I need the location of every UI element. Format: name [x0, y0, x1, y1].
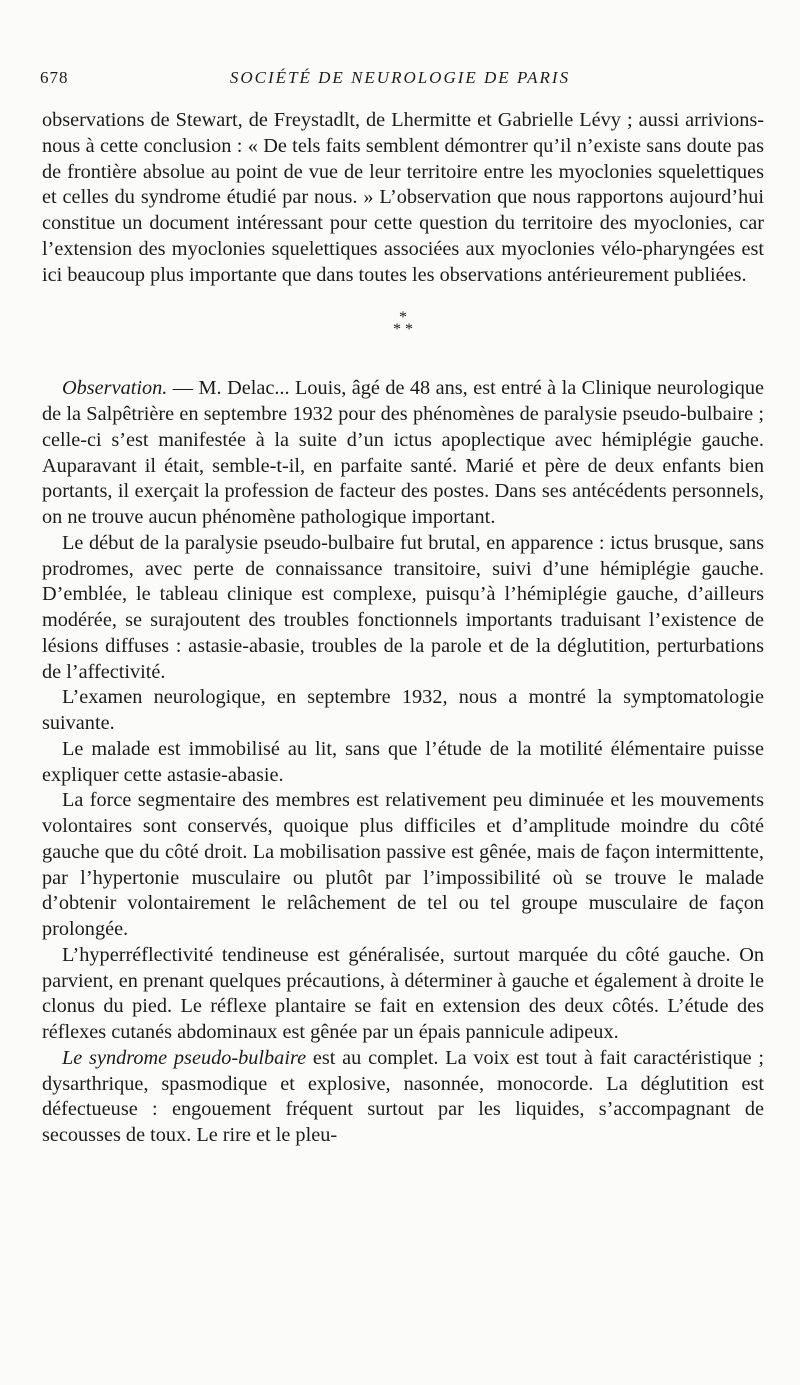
observation-text: — M. Delac... Louis, âgé de 48 ans, est entré à la Clinique neurologique de la Salpêtrière en septembre 1932 pour des phénomènes de paralysie pseudo-bulbaire ; celle-ci s’est manifestée à la suite d’un ictus apoplectique avec hémiplégie gauche. Auparavant il était, semble-t-il, en parfaite santé. Marié et père de deux enfants bien portants, il exerçait la profession de facteur des postes. Dans ses antécédents personnels, on ne trouve aucun phénomène pathologique important. [42, 377, 764, 528]
page-number: 678 [40, 68, 69, 87]
syndrome-lead: Le syndrome pseudo-bulbaire [62, 1046, 307, 1069]
observation-paragraph [42, 376, 764, 531]
observation-label: Observation. [62, 377, 168, 400]
paragraph-immobilized: Le malade est immobilisé au lit, sans que l’étude de la motilité élémentaire puisse expliquer cette astasie-abasie. [42, 737, 764, 786]
separator-bottom-stars: * * [393, 321, 413, 339]
section-separator [42, 309, 764, 339]
syndrome-text: est au complet. La voix est tout à fait caractéristique ; dysarthrique, spasmodique et explosive, nasonnée, monocorde. La déglutition est défectueuse : engouement fréquent surtout par les liquides, s’accompagnant de secousses de toux. Le rire et le pleu- [42, 1046, 765, 1146]
paragraph-reflexes: L’hyperréflectivité tendineuse est généralisée, surtout marquée du côté gauche. On parvient, en prenant quelques précautions, à déterminer à gauche et également à droite le clonus du pied. Le réflexe plantaire se fait en extension des deux côtés. L’étude des réflexes cutanés abdominaux est gênée par un épais pannicule adipeux. [42, 943, 764, 1043]
intro-paragraph: observations de Stewart, de Freystadlt, de Lhermitte et Gabrielle Lévy ; aussi arrivions-nous à cette conclusion : « De tels faits semblent démontrer qu’il n’existe sans doute pas de frontière absolue au point de vue de leur territoire entre les myoclonies squelettiques et celles du syndrome étudié par nous. » L’observation que nous rapportons aujourd’hui constitue un document intéressant pour cette question du territoire des myoclonies, car l’extension des myoclonies squelettiques associées aux myoclonies vélo-pharyngées est ici beaucoup plus importante que dans toutes les observations antérieurement publiées. [42, 109, 764, 286]
separator-top-star: * [399, 309, 407, 327]
paragraph-syndrome [42, 1046, 764, 1149]
article-body [42, 108, 764, 1149]
running-title: SOCIÉTÉ DE NEUROLOGIE DE PARIS [229, 68, 571, 87]
paragraph-exam: L’examen neurologique, en septembre 1932, nous a montré la symptomatologie suivante. [42, 686, 764, 734]
paragraph-strength: La force segmentaire des membres est relativement peu diminuée et les mouvements volontaires sont conservés, quoique plus difficiles et d’amplitude moindre du côté gauche que du côté droit. La mobilisation passive est gênée, mais de façon intermittente, par l’hypertonie musculaire ou plutôt par l’impossibilité où se trouve le malade d’obtenir volontairement le relâchement de tel ou tel groupe musculaire de façon prolongée. [42, 789, 764, 940]
paragraph-onset: Le début de la paralysie pseudo-bulbaire fut brutal, en apparence : ictus brusque, sans prodromes, avec perte de connaissance transitoire, suivi d’une hémiplégie gauche. D’emblée, le tableau clinique est complexe, puisqu’à l’hémiplégie gauche, d’ailleurs modérée, se surajoutent des troubles fonctionnels importants traduisant l’existence de lésions diffuses : astasie-abasie, troubles de la parole et de la déglutition, perturbations de l’affectivité. [42, 531, 764, 683]
running-header [40, 68, 760, 98]
